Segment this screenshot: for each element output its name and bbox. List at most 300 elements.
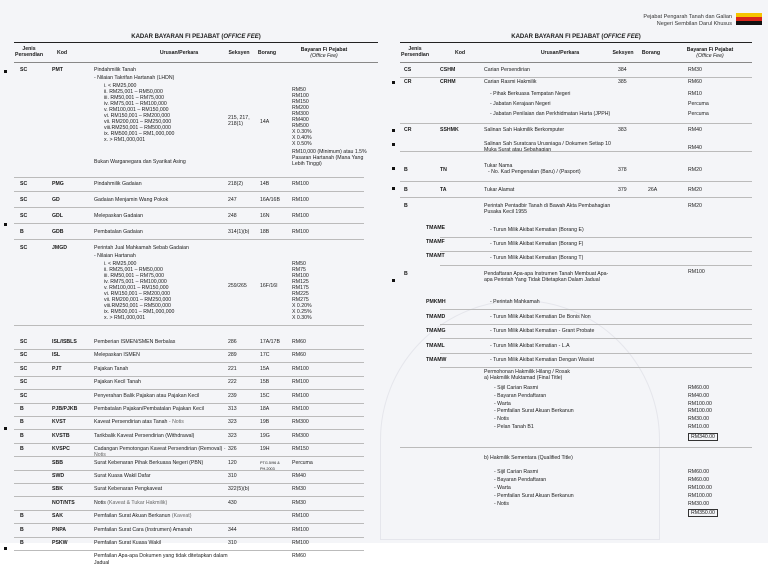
seksyen-cell: 326: [228, 446, 237, 453]
urusan-cell: - Sijil Carian Rasmi: [494, 385, 539, 391]
row-divider: [14, 349, 364, 350]
col-borang: Borang: [641, 50, 661, 56]
fee-cell: RM60: [292, 553, 306, 560]
fee-cell: RM100.00: [688, 485, 712, 491]
borang-cell: 15B: [260, 379, 270, 386]
fee-cell: RM60: [292, 352, 306, 359]
urusan-cell: v. RM100,001 – RM150,000: [104, 285, 169, 291]
fee-cell: Percuma: [688, 101, 709, 107]
kod-cell: SAK: [52, 513, 63, 520]
seksyen-cell: 383: [618, 127, 627, 133]
row-divider: [14, 496, 364, 497]
urusan-cell: - Nilaian Hartanah: [94, 253, 136, 259]
fee-cell: RM100.00: [688, 400, 712, 407]
urusan-cell: i. < RM25,000: [104, 83, 137, 89]
col-jenis: Jenis Persendian: [15, 46, 43, 58]
row-divider: [440, 324, 752, 325]
urusan-cell: v. RM100,001 – RM150,000: [104, 107, 169, 113]
seksyen-cell: 248: [228, 213, 237, 219]
row-divider: [14, 389, 364, 390]
fee-cell: RM60: [688, 79, 702, 85]
bullet-marker-icon: [392, 187, 395, 190]
col-seksyen: Seksyen: [612, 50, 634, 56]
fee-cell: RM30.00: [688, 416, 710, 423]
seksyen-cell: 379: [618, 187, 627, 193]
row-divider: [14, 429, 364, 430]
fee-cell: RM100.00: [688, 493, 712, 499]
fee-cell: RM40: [688, 127, 702, 133]
urusan-cell: vi. RM150,001 – RM200,000: [104, 113, 171, 119]
row-divider: [14, 362, 364, 363]
urusan-cell: - Turun Milik Akibat Kematian - L.A: [490, 342, 570, 349]
urusan-cell: Perintah Pentadbir Tanah di Bawah Akta Pembahagian Pusaka Kecil 1955: [484, 203, 611, 216]
right-fee-table: [400, 34, 752, 543]
fee-cell: RM60.00: [688, 469, 710, 475]
kod-cell: TMAMD: [426, 313, 446, 320]
row-divider: [14, 403, 364, 404]
fee-cell: Percuma: [292, 459, 313, 466]
fee-cell: RM10,000 (Minimum) atau 1.5% Pasaran Hartanah (Mana Yang Lebih Tinggi): [292, 149, 367, 168]
kod-cell: PJB/PJKB: [52, 406, 78, 412]
urusan-cell: Cadangan Pemotongan Kaveat Persendirian (Removal) -: [94, 446, 226, 453]
urusan-cell: - Jabatan Kerajaan Negeri: [490, 101, 551, 107]
kod-cell: JMGD: [52, 245, 67, 251]
urusan-cell: Pembatalan Pajakan/Pembatalan Pajakan Kecil: [94, 406, 204, 412]
urusan-cell: Kaveat Persendirian atas Tanah - Notis: [94, 419, 184, 426]
fee-cell: RM30: [292, 486, 306, 493]
fee-cell: RM100: [292, 365, 309, 372]
row-divider: [400, 123, 752, 124]
borang-cell: 16F/16I: [260, 283, 278, 289]
row-divider: [14, 510, 364, 511]
col-borang: Borang: [257, 50, 277, 56]
row-divider: [14, 456, 364, 457]
kod-cell: PMKMH: [426, 299, 446, 305]
state-name: Negeri Sembilan Darul Khusus: [656, 21, 732, 27]
fee-cell: RM125: [292, 279, 309, 285]
fee-cell: RM225: [292, 291, 309, 297]
jenis-cell: CS: [404, 67, 412, 73]
row-divider: [14, 443, 364, 444]
state-flag-icon: [736, 13, 762, 25]
urusan-cell: Tukar Nama: [484, 163, 513, 169]
urusan-cell: Bukan Warganegara dan Syarikat Asing: [94, 159, 186, 165]
jenis-cell: SC: [20, 181, 28, 187]
urusan-cell: - Warta: [494, 485, 511, 491]
jenis-cell: B: [20, 513, 24, 520]
fee-cell: RM20: [688, 187, 702, 193]
seksyen-cell: 215, 217, 218(1): [228, 115, 250, 128]
urusan-cell: Surat Kebenaran Pihak Berkuasa Negeri (PBN): [94, 459, 204, 466]
seksyen-cell: 430: [228, 499, 237, 506]
urusan-cell: ix. RM500,001 – RM1,000,000: [104, 131, 175, 137]
seksyen-cell: 378: [618, 167, 627, 173]
office-name: Pejabat Pengarah Tanah dan Galian: [643, 14, 732, 20]
fee-cell: RM40: [688, 145, 702, 151]
borang-cell: 17C: [260, 352, 270, 359]
fee-cell: Percuma: [688, 111, 709, 117]
urusan-cell: x. > RM1,000,001: [104, 137, 146, 143]
col-kod: Kod: [56, 50, 68, 56]
fee-cell: X 0.20%: [292, 303, 312, 309]
borang-cell: 18B: [260, 229, 270, 235]
fee-cell: RM100: [292, 526, 309, 533]
kod-cell: GDL: [52, 213, 63, 219]
row-divider: [14, 207, 364, 208]
borang-cell: 26A: [648, 187, 658, 193]
urusan-cell: Surat Kuasa Wakil Dafar: [94, 473, 151, 479]
urusan-cell: Perintah Jual Mahkamah Sebab Gadaian: [94, 245, 189, 251]
urusan-cell: iii. RM50,001 – RM75,000: [104, 273, 164, 279]
urusan-cell: Pembatalan Gadaian: [94, 229, 143, 235]
right-table-header: [400, 43, 752, 63]
seksyen-cell: 385: [618, 79, 627, 85]
row-divider: [440, 353, 752, 354]
fee-cell: X 0.25%: [292, 309, 312, 315]
seksyen-cell: 221: [228, 365, 237, 372]
row-divider: [400, 181, 752, 182]
borang-cell: PTG.5/96 &: [260, 460, 280, 465]
urusan-cell: iii. RM50,001 – RM75,000: [104, 95, 164, 101]
urusan-cell: Carian Rasmi Hakmilik: [484, 79, 537, 85]
jenis-cell: SC: [20, 365, 28, 372]
seksyen-cell: 314(1)(b): [228, 229, 250, 235]
seksyen-cell: 218(2): [228, 181, 243, 187]
jenis-cell: B: [404, 271, 408, 277]
section-subtitle: a) Hakmilik Muktamad (Final Title): [484, 375, 563, 381]
seksyen-cell: 239: [228, 392, 237, 399]
row-divider: [14, 483, 364, 484]
seksyen-cell: 323: [228, 432, 237, 439]
kod-cell: SWD: [52, 473, 65, 479]
urusan-cell: x. > RM1,000,001: [104, 315, 146, 321]
urusan-cell: Pindahmilik Gadaian: [94, 181, 142, 187]
bullet-marker-icon: [4, 223, 7, 226]
fee-cell: RM300: [292, 432, 309, 439]
row-divider: [400, 77, 752, 78]
row-divider: [14, 416, 364, 417]
urusan-cell: - Turun Milik Akibat Kematian Dengan Wasiat: [490, 357, 594, 363]
bullet-marker-icon: [4, 70, 7, 73]
borang-cell: 19H: [260, 446, 270, 453]
row-divider: [14, 223, 364, 224]
urusan-cell: iv. RM75,001 – RM100,000: [104, 101, 167, 107]
fee-cell: RM100: [292, 379, 309, 386]
kod-cell: CRHM: [440, 79, 456, 85]
section-subtitle: b) Hakmilik Sementara (Qualified Title): [484, 455, 573, 461]
urusan-cell: - Nilaian Takrifan Hartanah (LHDN): [94, 75, 175, 81]
section-title: Permohonan Hakmilik Hilang / Rosak: [484, 369, 570, 375]
seksyen-cell: 120: [228, 459, 237, 466]
fee-cell: RM40.00: [688, 392, 710, 399]
urusan-cell: - Sijil Carian Rasmi: [494, 469, 539, 475]
kod-cell: TMAMG: [426, 328, 446, 334]
urusan-cell: - Turun Milik Akibat Kematian De Bonis Non: [490, 313, 591, 320]
urusan-cell: - Turun Milik Akibat Kematian (Borang E): [490, 227, 584, 233]
kod-cell: ISL: [52, 352, 61, 359]
urusan-cell: vii. RM200,001 – RM250,000: [104, 297, 172, 303]
urusan-cell: vi. RM150,001 – RM200,000: [104, 291, 171, 297]
jenis-cell: B: [20, 229, 24, 235]
jenis-cell: B: [20, 406, 24, 412]
left-table-body: [14, 63, 378, 566]
seksyen-cell: 313: [228, 406, 237, 412]
fee-cell: RM100: [292, 392, 309, 399]
fee-cell: RM10: [688, 91, 702, 97]
urusan-cell: Pajakan Kecil Tanah: [94, 379, 141, 386]
kod-cell: KVST: [52, 419, 66, 426]
fee-cell: RM100: [292, 213, 309, 219]
borang-cell: 19G: [260, 432, 270, 439]
row-divider: [14, 177, 364, 178]
fee-cell: RM10.00: [688, 424, 710, 430]
jenis-cell: B: [20, 419, 24, 426]
row-divider: [14, 325, 364, 326]
urusan-cell: viii.RM250,001 – RM500,000: [104, 303, 171, 309]
urusan-cell: Pindahmilik Tanah: [94, 67, 137, 73]
kod-cell: TMAMT: [426, 253, 445, 259]
fee-cell: RM100: [688, 269, 705, 275]
fee-cell: RM30: [292, 499, 306, 506]
kod-cell: PNPA: [52, 526, 67, 533]
bullet-marker-icon: [4, 547, 7, 550]
urusan-cell: Pemfailan Apa-apa Dokumen yang tidak ditetapkan dalam Jadual: [94, 553, 228, 566]
seksyen-cell: 247: [228, 197, 237, 203]
col-jenis: Jenis Persendian: [401, 46, 429, 58]
seksyen-cell: 323: [228, 419, 237, 426]
urusan-cell: - Bayaran Pendaftaran: [494, 392, 547, 399]
bullet-marker-icon: [392, 279, 395, 282]
urusan-cell: Carian Persendirian: [484, 67, 530, 73]
urusan-cell: i. < RM25,000: [104, 261, 137, 267]
kod-cell: SSHMK: [440, 127, 459, 133]
fee-cell: RM100: [292, 540, 309, 546]
fee-cell: RM300: [292, 419, 309, 426]
urusan-cell: - Warta: [494, 400, 511, 407]
fee-cell: RM20: [688, 203, 702, 209]
borang-cell: 19B: [260, 419, 270, 426]
seksyen-cell: 310: [228, 540, 237, 546]
row-divider: [400, 197, 752, 198]
row-divider: [14, 550, 364, 551]
row-divider: [14, 191, 364, 192]
fee-cell: RM300: [292, 111, 309, 117]
right-title: KADAR BAYARAN FI PEJABAT (OFFICE FEE): [400, 34, 752, 43]
urusan-cell: - Pemfailan Surat Akuan Berkanun: [494, 408, 574, 415]
fee-cell: RM50: [292, 261, 306, 267]
urusan-cell: - Pelan Tanah B1: [494, 424, 534, 430]
kod-cell: SBB: [52, 459, 63, 466]
jenis-cell: B: [20, 540, 24, 546]
urusan-cell: Melepaskan ISMEN: [94, 352, 140, 359]
seksyen-cell: 384: [618, 67, 627, 73]
seksyen-cell: 289: [228, 352, 237, 359]
total-box: RM350.00: [688, 509, 718, 517]
fee-cell: RM100: [292, 197, 309, 203]
row-divider: [14, 523, 364, 524]
col-urusan: Urusan/Perkara: [540, 50, 580, 56]
jenis-cell: B: [404, 167, 408, 173]
fee-cell: RM400: [292, 117, 309, 123]
kod-cell: TMAME: [426, 225, 446, 231]
urusan-cell: Notis (Kaveat & Tukar Hakmilik): [94, 499, 168, 506]
fee-cell: RM100: [292, 406, 309, 412]
bullet-marker-icon: [4, 427, 7, 430]
seksyen-cell: 310: [228, 473, 237, 479]
left-table-header: [14, 43, 378, 63]
kod-cell: PSKW: [52, 540, 68, 546]
col-fi: Bayaran Fi Pejabat (Office Fee): [300, 47, 348, 59]
row-divider: [440, 309, 752, 310]
row-divider: [440, 338, 752, 339]
fee-cell: RM500: [292, 123, 309, 129]
fee-cell: RM200: [292, 105, 309, 111]
row-divider: [400, 151, 752, 152]
fee-cell: RM40: [292, 473, 306, 479]
kod-cell: PMT: [52, 67, 63, 73]
seksyen-cell: 259/265: [228, 283, 247, 289]
fee-cell: RM150: [292, 446, 309, 453]
jenis-cell: SC: [20, 197, 28, 203]
seksyen-cell: 286: [228, 339, 237, 345]
urusan-cell: - Jabatan Penilaian dan Perkhidmatan Harta (JPPH): [490, 111, 611, 117]
jenis-cell: B: [404, 203, 408, 209]
urusan-cell: vii. RM200,001 – RM250,000: [104, 119, 172, 125]
urusan-cell: ii. RM25,001 – RM50,000: [104, 89, 163, 95]
seksyen-cell: 344: [228, 526, 237, 533]
bullet-marker-icon: [392, 129, 395, 132]
borang-cell: 14B: [260, 181, 270, 187]
urusan-cell: iv. RM75,001 – RM100,000: [104, 279, 167, 285]
total-box: RM340.00: [688, 433, 718, 441]
urusan-cell: - Perintah Mahkamah: [490, 299, 540, 305]
kod-cell: NOT/NTS: [52, 499, 75, 506]
borang-cell: 15A: [260, 365, 270, 372]
seksyen-cell: 222: [228, 379, 237, 386]
jenis-cell: B: [20, 446, 24, 453]
kod-cell: PJT: [52, 365, 62, 372]
kod-cell: TMAMW: [426, 357, 447, 363]
left-fee-table: [14, 34, 378, 566]
fee-cell: X 0.50%: [292, 141, 312, 147]
urusan-cell: Melepaskan Gadaian: [94, 213, 144, 219]
fee-cell: RM20: [688, 167, 702, 173]
jenis-cell: B: [20, 432, 24, 439]
row-divider: [14, 537, 364, 538]
left-title: KADAR BAYARAN FI PEJABAT (OFFICE FEE): [14, 34, 378, 43]
urusan-cell: ix. RM500,001 – RM1,000,000: [104, 309, 175, 315]
jenis-cell: SC: [20, 213, 28, 219]
urusan-cell: ii. RM25,001 – RM50,000: [104, 267, 163, 273]
jenis-cell: SC: [20, 392, 28, 399]
urusan-cell: Pemfailan Surat Kuasa Wakil: [94, 540, 161, 546]
fee-cell: RM100: [292, 273, 309, 279]
fee-cell: RM50: [292, 87, 306, 93]
fee-cell: RM100.00: [688, 408, 712, 415]
urusan-cell: - Bayaran Pendaftaran: [494, 477, 547, 483]
col-kod: Kod: [454, 50, 466, 56]
borang-cell: 14A: [260, 119, 270, 125]
jenis-cell: B: [20, 526, 24, 533]
fee-cell: RM30.00: [688, 501, 710, 507]
urusan-cell: Pajakan Tanah: [94, 365, 129, 372]
kod-cell: KVSPC: [52, 446, 70, 453]
fee-cell: RM100: [292, 229, 309, 235]
row-divider: [440, 367, 752, 368]
urusan-cell: - Notis: [494, 416, 509, 423]
kod-cell: TA: [440, 187, 447, 193]
borang-cell: 17A/17B: [260, 339, 280, 345]
urusan-cell: Tukar Alamat: [484, 187, 515, 193]
kod-cell: TN: [440, 167, 447, 173]
urusan-cell: - Pihak Berkuasa Tempatan Negeri: [490, 91, 571, 97]
urusan-cell: Surat Kebenaran Pengkaveat: [94, 486, 163, 493]
row-divider: [14, 376, 364, 377]
kod-cell: ISL/ISBLS: [52, 339, 77, 345]
fee-cell: RM100: [292, 181, 309, 187]
fee-cell: X 0.40%: [292, 135, 312, 141]
jenis-cell: SC: [20, 67, 28, 73]
seksyen-cell: 322(5)(b): [228, 486, 250, 493]
row-divider: [440, 251, 752, 252]
fee-cell: RM150: [292, 99, 309, 105]
col-seksyen: Seksyen: [228, 50, 250, 56]
kod-cell: SBK: [52, 486, 63, 493]
col-fi: Bayaran Fi Pejabat (Office Fee): [686, 47, 734, 59]
kod-cell: GDB: [52, 229, 64, 235]
urusan-cell: - Turun Milik Akibat Kematian (Borang F): [490, 241, 584, 247]
row-divider: [440, 237, 752, 238]
fee-cell: X 0.30%: [292, 129, 312, 135]
jenis-cell: SC: [20, 379, 28, 386]
row-divider: [14, 470, 364, 471]
jenis-cell: CR: [404, 79, 412, 85]
jenis-cell: SC: [20, 352, 28, 359]
urusan-cell: - Notis: [494, 501, 509, 507]
fee-cell: RM30: [688, 67, 702, 73]
borang-cell: 18A: [260, 406, 270, 412]
kod-cell: GD: [52, 197, 60, 203]
urusan-cell: Pendaftaran Apa-apa Instrumen Tanah Membuat Apa-apa Perintah Yang Tidak Ditetapkan Dalam Jadual: [484, 271, 609, 284]
urusan-cell: Salinan Sah Hakmilik Berkomputer: [484, 127, 565, 133]
urusan-cell: - Turun Milik Akibat Kematian - Grant Probate: [490, 328, 595, 334]
urusan-cell: Pemfailan Surat Cara (Instrumen) Amanah: [94, 526, 193, 533]
fee-cell: RM60: [292, 339, 306, 345]
urusan-cell: Penyerahan Balik Pajakan atau Pajakan Kecil: [94, 392, 200, 399]
kod-cell: TMAMF: [426, 239, 445, 245]
fee-cell: RM75: [292, 267, 306, 273]
borang-cell: 16N: [260, 213, 270, 219]
fee-cell: RM275: [292, 297, 309, 303]
urusan-cell: Pemfailan Surat Akuan Berkanun (Kaveat): [94, 513, 192, 520]
urusan-cell: viii.RM250,001 – RM500,000: [104, 125, 171, 131]
jenis-cell: B: [404, 187, 408, 193]
urusan-cell: - Turun Milik Akibat Kematian (Borang T): [490, 255, 584, 261]
urusan-cell: - Pemfailan Surat Akuan Berkanun: [494, 493, 574, 499]
office-header: [643, 14, 732, 28]
right-table-body: [400, 63, 752, 543]
kod-cell: CSHM: [440, 67, 456, 73]
urusan-cell: Gadaian Menjamin Wang Pokok: [94, 197, 169, 203]
kod-cell: TMAML: [426, 342, 445, 349]
fee-cell: RM60.00: [688, 385, 710, 391]
borang-cell: 16A/16B: [260, 197, 280, 203]
fee-cell: RM100: [292, 93, 309, 99]
kod-cell: KVSTB: [52, 432, 70, 439]
urusan-cell: Pemberian ISMEN/SMEN Berbalas: [94, 339, 176, 345]
bullet-marker-icon: [392, 143, 395, 146]
fee-cell: RM100: [292, 513, 309, 520]
